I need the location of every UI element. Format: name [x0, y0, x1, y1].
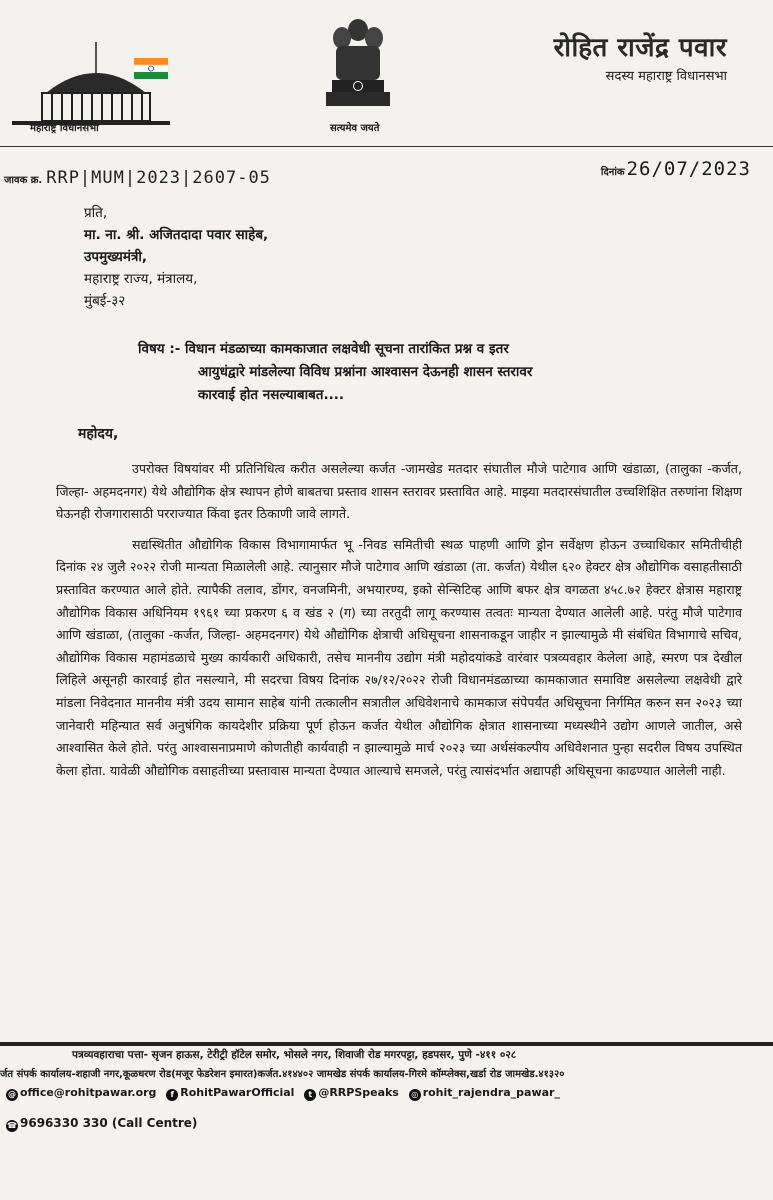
- instagram-icon: ◎: [409, 1089, 421, 1101]
- footer-email[interactable]: office@rohitpawar.org: [20, 1086, 157, 1099]
- address-to: प्रति,: [84, 205, 108, 221]
- recipient-name: मा. ना. श्री. अजितदादा पवार साहेब,: [84, 227, 269, 243]
- footer-twitter[interactable]: @RRPSpeaks: [318, 1086, 399, 1099]
- footer-phone: [0, 1116, 197, 1132]
- reference-label: जावक क्र.: [4, 175, 43, 186]
- phone-icon: ☎: [7, 1121, 17, 1130]
- subject-line-3: कारवाई होत नसल्याबाबत....: [198, 387, 345, 403]
- twitter-icon: t: [304, 1089, 316, 1101]
- outward-reference: [4, 168, 271, 188]
- header-divider: [0, 146, 773, 147]
- letter-date: [601, 158, 751, 180]
- sender-designation: सदस्य महाराष्ट्र विधानसभा: [605, 68, 727, 84]
- sender-name-block: [554, 34, 727, 84]
- email-icon: @: [8, 1090, 16, 1099]
- ashoka-emblem-icon: [318, 12, 398, 117]
- recipient-address: [84, 202, 268, 312]
- recipient-post: उपमुख्यमंत्री,: [84, 249, 148, 265]
- reference-number: RRP|MUM|2023|2607-05: [46, 168, 271, 188]
- subject-line-1: विषय :- विधान मंडळाच्या कामकाजात लक्षवेधी सूचना तारांकित प्रश्न व इतर: [138, 341, 509, 357]
- subject-line-2: आयुधंद्वारे मांडलेल्या विविध प्रश्नांना आश्वासन देऊनही शासन स्तरावर: [198, 364, 533, 380]
- date-label: दिनांक: [600, 167, 625, 178]
- footer-facebook[interactable]: RohitPawarOfficial: [180, 1086, 295, 1099]
- letter-body: [56, 458, 742, 790]
- footer-contacts: [0, 1086, 773, 1101]
- contact-offices: र्जत संपर्क कार्यालय-शहाजी नगर,कूळधरण रोड(मजूर फेडरेशन इमारत)कर्जत.४१४४०२ जामखेड संपर्क कार्यालय-गिरमे कॉम्प्लेक्स,खर्डा रोड जामखेड.४१३२०: [0, 1069, 565, 1080]
- emblem-caption: सत्यमेव जयते: [330, 123, 380, 134]
- phone-number[interactable]: 9696330 330 (Call Centre): [20, 1116, 198, 1130]
- left-logo-caption: महाराष्ट्र विधानसभा: [30, 123, 99, 134]
- salutation: महोदय,: [78, 426, 119, 442]
- footer-divider: [0, 1042, 773, 1046]
- sender-name: रोहित राजेंद्र पवार: [553, 33, 727, 63]
- letter-subject: [138, 338, 698, 407]
- body-paragraph-2: सद्यस्थितीत औद्योगिक विकास विभागामार्फत भू -निवड समितीची स्थळ पाहणी आणि ड्रोन सर्वेक्षण होऊन उच्चाधिकार समितीचीही दिनांक २४ जुलै २०२२ रोजी मान्यता मिळालेली आहे. त्यानुसार मौजे पाटेगाव आणि खंडाळा (ता. कर्जत) येथील ६२० हेक्टर क्षेत्र औद्योगिक वसाहतीसाठी प्रस्तावित करण्यात आले होते. त्यापैकी तलाव, डोंगर, वनजमिनी, अभयारण्य, इको सेन्सिटिव्ह आणि बफर क्षेत्र वगळता ४५८.७२ हेक्टर क्षेत्रास महाराष्ट्र औद्योगिक विकास अधिनियम १९६१ च्या प्रकरण ६ व खंड २ (ग) च्या तरतुदी लागू करण्यास तत्वतः मान्यता देण्यात आलेली आहे. परंतु मौजे पाटेगाव आणि खंडाळा, (तालुका -कर्जत, जिल्हा- अहमदनगर) येथे औद्योगिक क्षेत्राची अधिसूचना शासनाकडून जाहीर न झाल्यामुळे मी संबंधित विभागाचे सचिव, औद्योगिक विकास महामंडळाचे मुख्य कार्यकारी अधिकारी, तसेच माननीय उद्योग मंत्री महोदयांकडे वारंवार पत्रव्यवहार केलेला आहे, स्मरण पत्र देखील लिहिले असूनही कारवाई होत नसल्याने, मी सदरचा विषय दिनांक २७/१२/२०२२ रोजी विधानमंडळाच्या कामकाजात समाविष्ट असलेल्या लक्षवेधी द्वारे मांडला निवेदनात माननीय मंत्री उदय सामान साहेब यांनी तत्कालीन सत्रातील अधिवेशनाचे कामकाज संपेपर्यंत अधिसूचना निर्गमित करुन सन २०२३ च्या जानेवारी महिन्यात सर्व अनुषंगिक कायदेशीर प्रक्रिया पूर्ण होऊन कर्जत येथील औद्योगिक क्षेत्रात शासनाच्या मध्यस्थीने उद्योग आणले जातील, असे आश्वासित केले होते. परंतु आश्वासनाप्रमाणे कोणतीही कार्यवाही न झाल्यामुळे मार्च २०२३ च्या अर्थसंकल्पीय अधिवेशनात पुन्हा सदरील विषय उपस्थित केला होता. यावेळी औद्योगिक वसाहतीच्या प्रस्तावास मान्यता देण्यात आल्याचे समजले, परंतु त्यासंदर्भात अद्यापही अधिसूचना काढण्यात आलेली नाही.: [56, 536, 742, 778]
- recipient-city: मुंबई-३२: [84, 293, 126, 309]
- body-paragraph-1: उपरोक्त विषयांवर मी प्रतिनिधित्व करीत असलेल्या कर्जत -जामखेड मतदार संघातील मौजे पाटेगाव आणि खंडाळा, (तालुका -कर्जत, जिल्हा- अहमदनगर) येथे औद्योगिक क्षेत्र स्थापन होणे बाबतचा प्रस्ताव शासन स्तरावर प्रस्तावित आहे. माझ्या मतदारसंघातील उच्चशिक्षित तरुणांना शिक्षण घेऊनही रोजगारासाठी परराज्यात किंवा इतर ठिकाणी जावे लागते.: [56, 461, 742, 522]
- recipient-office: महाराष्ट्र राज्य, मंत्रालय,: [84, 271, 198, 287]
- footer-instagram[interactable]: rohit_rajendra_pawar_: [422, 1086, 560, 1099]
- facebook-icon: f: [166, 1089, 178, 1101]
- correspondence-address: पत्रव्यवहाराचा पत्ता- सृजन हाऊस, टेरीट्री हॉटेल समोर, भोसले नगर, शिवाजी रोड मगरपट्टा, हडपसर, पुणे -४११ ०२८: [72, 1049, 517, 1061]
- date-value: 26/07/2023: [626, 158, 751, 180]
